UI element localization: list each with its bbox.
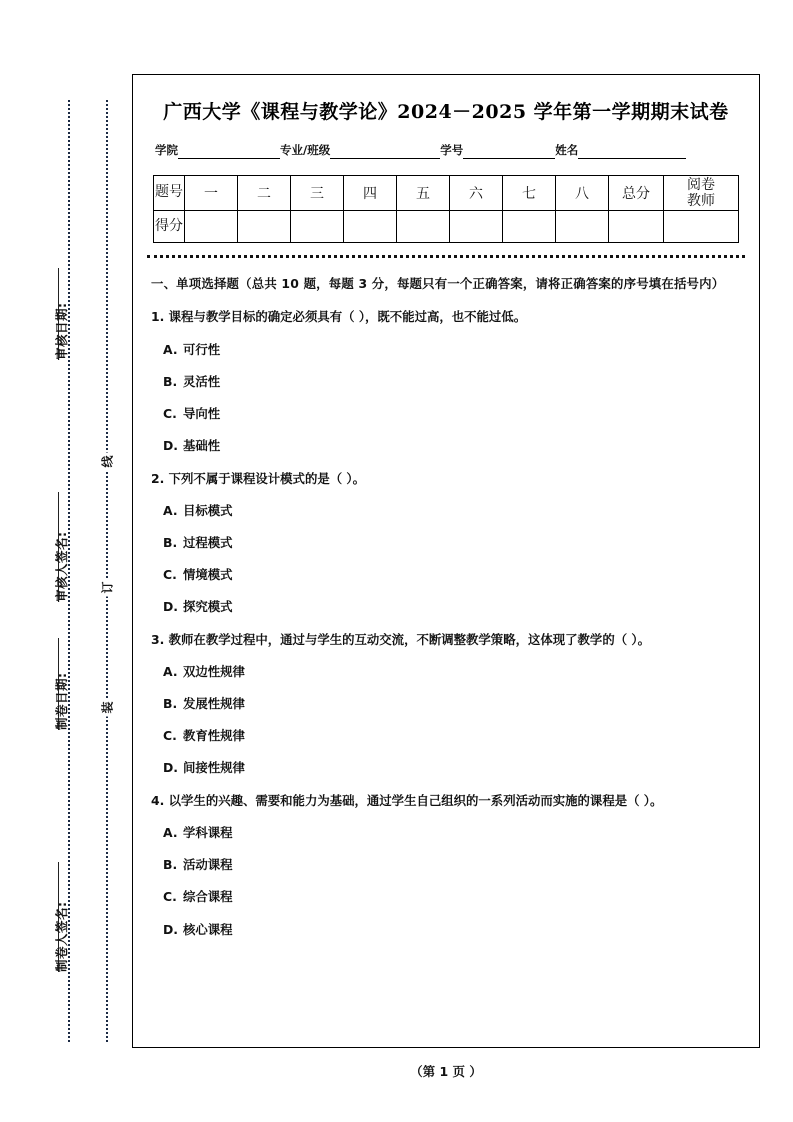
question-2-stem: 2. 下列不属于课程设计模式的是（ ）。 bbox=[151, 470, 366, 486]
option-text: 目标模式 bbox=[183, 502, 233, 518]
field-student-id-blank[interactable] bbox=[463, 145, 555, 159]
left-margin-annotations bbox=[0, 0, 132, 1122]
field-student-id[interactable] bbox=[440, 142, 555, 159]
margin-label-preparer-signature: 制卷人签名: bbox=[54, 901, 69, 972]
option-text: 双边性规律 bbox=[183, 663, 245, 679]
margin-label-review-date: 审核日期: bbox=[54, 302, 69, 360]
score-cell-8[interactable] bbox=[556, 211, 609, 243]
option-text: 间接性规律 bbox=[183, 760, 245, 776]
score-table-stub-score: 得分 bbox=[154, 211, 185, 243]
option-text: 教育性规律 bbox=[183, 728, 245, 744]
option-text: 导向性 bbox=[183, 406, 221, 422]
option-label: B. bbox=[163, 857, 178, 873]
table-row-scores bbox=[154, 211, 739, 243]
field-college-label: 学院 bbox=[155, 143, 178, 157]
score-col-8: 八 bbox=[556, 176, 609, 211]
question-4-stem: 4. 以学生的兴趣、需要和能力为基础，通过学生自己组织的一系列活动而实施的课程是（ ）。 bbox=[151, 792, 663, 808]
question-4-option-d[interactable] bbox=[163, 920, 739, 939]
option-label: D. bbox=[163, 760, 178, 776]
option-label: B. bbox=[163, 373, 178, 389]
question-1-option-c[interactable] bbox=[163, 404, 739, 423]
score-cell-total[interactable] bbox=[609, 211, 664, 243]
student-info-line bbox=[155, 142, 741, 159]
option-label: A. bbox=[163, 663, 178, 679]
question-1-option-a[interactable] bbox=[163, 340, 739, 359]
field-college-blank[interactable] bbox=[178, 145, 280, 159]
option-text: 可行性 bbox=[183, 341, 221, 357]
marker-label-line2: 教师 bbox=[687, 193, 715, 210]
score-col-5: 五 bbox=[397, 176, 450, 211]
field-name[interactable] bbox=[555, 142, 686, 159]
margin-label-paper-date: 制卷日期: bbox=[54, 672, 69, 730]
score-cell-2[interactable] bbox=[238, 211, 291, 243]
option-label: B. bbox=[163, 696, 178, 712]
score-cell-6[interactable] bbox=[450, 211, 503, 243]
seal-char-bind: 订 bbox=[96, 579, 119, 597]
option-label: D. bbox=[163, 599, 178, 615]
field-college[interactable] bbox=[155, 142, 280, 159]
option-text: 灵活性 bbox=[183, 373, 221, 389]
option-label: A. bbox=[163, 824, 178, 840]
question-2-option-c[interactable] bbox=[163, 565, 739, 584]
option-label: A. bbox=[163, 502, 178, 518]
question-2-option-d[interactable] bbox=[163, 597, 739, 616]
question-3-option-a[interactable] bbox=[163, 662, 739, 681]
option-label: A. bbox=[163, 341, 178, 357]
option-text: 情境模式 bbox=[183, 567, 233, 583]
page-title: 广西大学《课程与教学论》2024－2025 学年第一学期期末试卷 bbox=[163, 101, 729, 123]
field-student-id-label: 学号 bbox=[440, 143, 464, 157]
field-major-class[interactable] bbox=[280, 142, 440, 159]
score-col-marker bbox=[664, 176, 739, 211]
score-cell-1[interactable] bbox=[185, 211, 238, 243]
option-label: C. bbox=[163, 728, 177, 744]
option-label: B. bbox=[163, 534, 178, 550]
score-cell-marker[interactable] bbox=[664, 211, 739, 243]
seal-char-pack: 装 bbox=[96, 699, 119, 717]
seal-char-line: 线 bbox=[96, 453, 119, 471]
option-text: 过程模式 bbox=[183, 534, 233, 550]
question-4-option-c[interactable] bbox=[163, 887, 739, 906]
question-body bbox=[151, 274, 739, 939]
score-cell-7[interactable] bbox=[503, 211, 556, 243]
score-cell-5[interactable] bbox=[397, 211, 450, 243]
score-table bbox=[153, 175, 739, 243]
option-text: 综合课程 bbox=[183, 889, 233, 905]
score-col-total: 总分 bbox=[609, 176, 664, 211]
margin-label-reviewer-signature: 审核人签名: bbox=[54, 531, 69, 602]
question-1-stem: 1. 课程与教学目标的确定必须具有（ ），既不能过高，也不能过低。 bbox=[151, 309, 527, 325]
page-footer: （第 1 页 ） bbox=[410, 1064, 482, 1079]
option-text: 核心课程 bbox=[183, 921, 233, 937]
exam-sheet bbox=[132, 74, 760, 1048]
question-3-option-d[interactable] bbox=[163, 758, 739, 777]
score-col-2: 二 bbox=[238, 176, 291, 211]
score-col-3: 三 bbox=[291, 176, 344, 211]
dotted-separator bbox=[147, 255, 745, 258]
option-text: 基础性 bbox=[183, 438, 221, 454]
seal-dashed-line-outer bbox=[68, 100, 70, 1042]
option-text: 发展性规律 bbox=[183, 696, 245, 712]
option-text: 探究模式 bbox=[183, 599, 233, 615]
score-col-4: 四 bbox=[344, 176, 397, 211]
question-2-option-b[interactable] bbox=[163, 533, 739, 552]
score-col-6: 六 bbox=[450, 176, 503, 211]
option-label: C. bbox=[163, 406, 177, 422]
option-text: 活动课程 bbox=[183, 857, 233, 873]
field-major-class-blank[interactable] bbox=[330, 145, 440, 159]
question-3-option-b[interactable] bbox=[163, 694, 739, 713]
score-cell-3[interactable] bbox=[291, 211, 344, 243]
field-major-class-label: 专业/班级 bbox=[280, 143, 331, 157]
question-3-stem: 3. 教师在教学过程中，通过与学生的互动交流，不断调整教学策略，这体现了教学的（ ）。 bbox=[151, 631, 650, 647]
field-name-label: 姓名 bbox=[555, 143, 579, 157]
option-label: D. bbox=[163, 438, 178, 454]
question-1-option-d[interactable] bbox=[163, 436, 739, 455]
table-row-question-numbers bbox=[154, 176, 739, 211]
question-4-option-a[interactable] bbox=[163, 823, 739, 842]
option-label: C. bbox=[163, 889, 177, 905]
question-1-option-b[interactable] bbox=[163, 372, 739, 391]
marker-label-line1: 阅卷 bbox=[687, 177, 715, 193]
question-4-option-b[interactable] bbox=[163, 855, 739, 874]
option-label: D. bbox=[163, 921, 178, 937]
question-3-option-c[interactable] bbox=[163, 726, 739, 745]
field-name-blank[interactable] bbox=[578, 145, 686, 159]
option-text: 学科课程 bbox=[183, 824, 233, 840]
question-2-option-a[interactable] bbox=[163, 501, 739, 520]
section-heading: 一、单项选择题（总共 10 题，每题 3 分，每题只有一个正确答案，请将正确答案的序号填在括号内） bbox=[151, 276, 725, 292]
score-cell-4[interactable] bbox=[344, 211, 397, 243]
option-label: C. bbox=[163, 567, 177, 583]
score-col-7: 七 bbox=[503, 176, 556, 211]
seal-dashed-line-inner bbox=[106, 100, 108, 1042]
score-table-stub-question-no: 题号 bbox=[154, 176, 185, 211]
score-col-1: 一 bbox=[185, 176, 238, 211]
